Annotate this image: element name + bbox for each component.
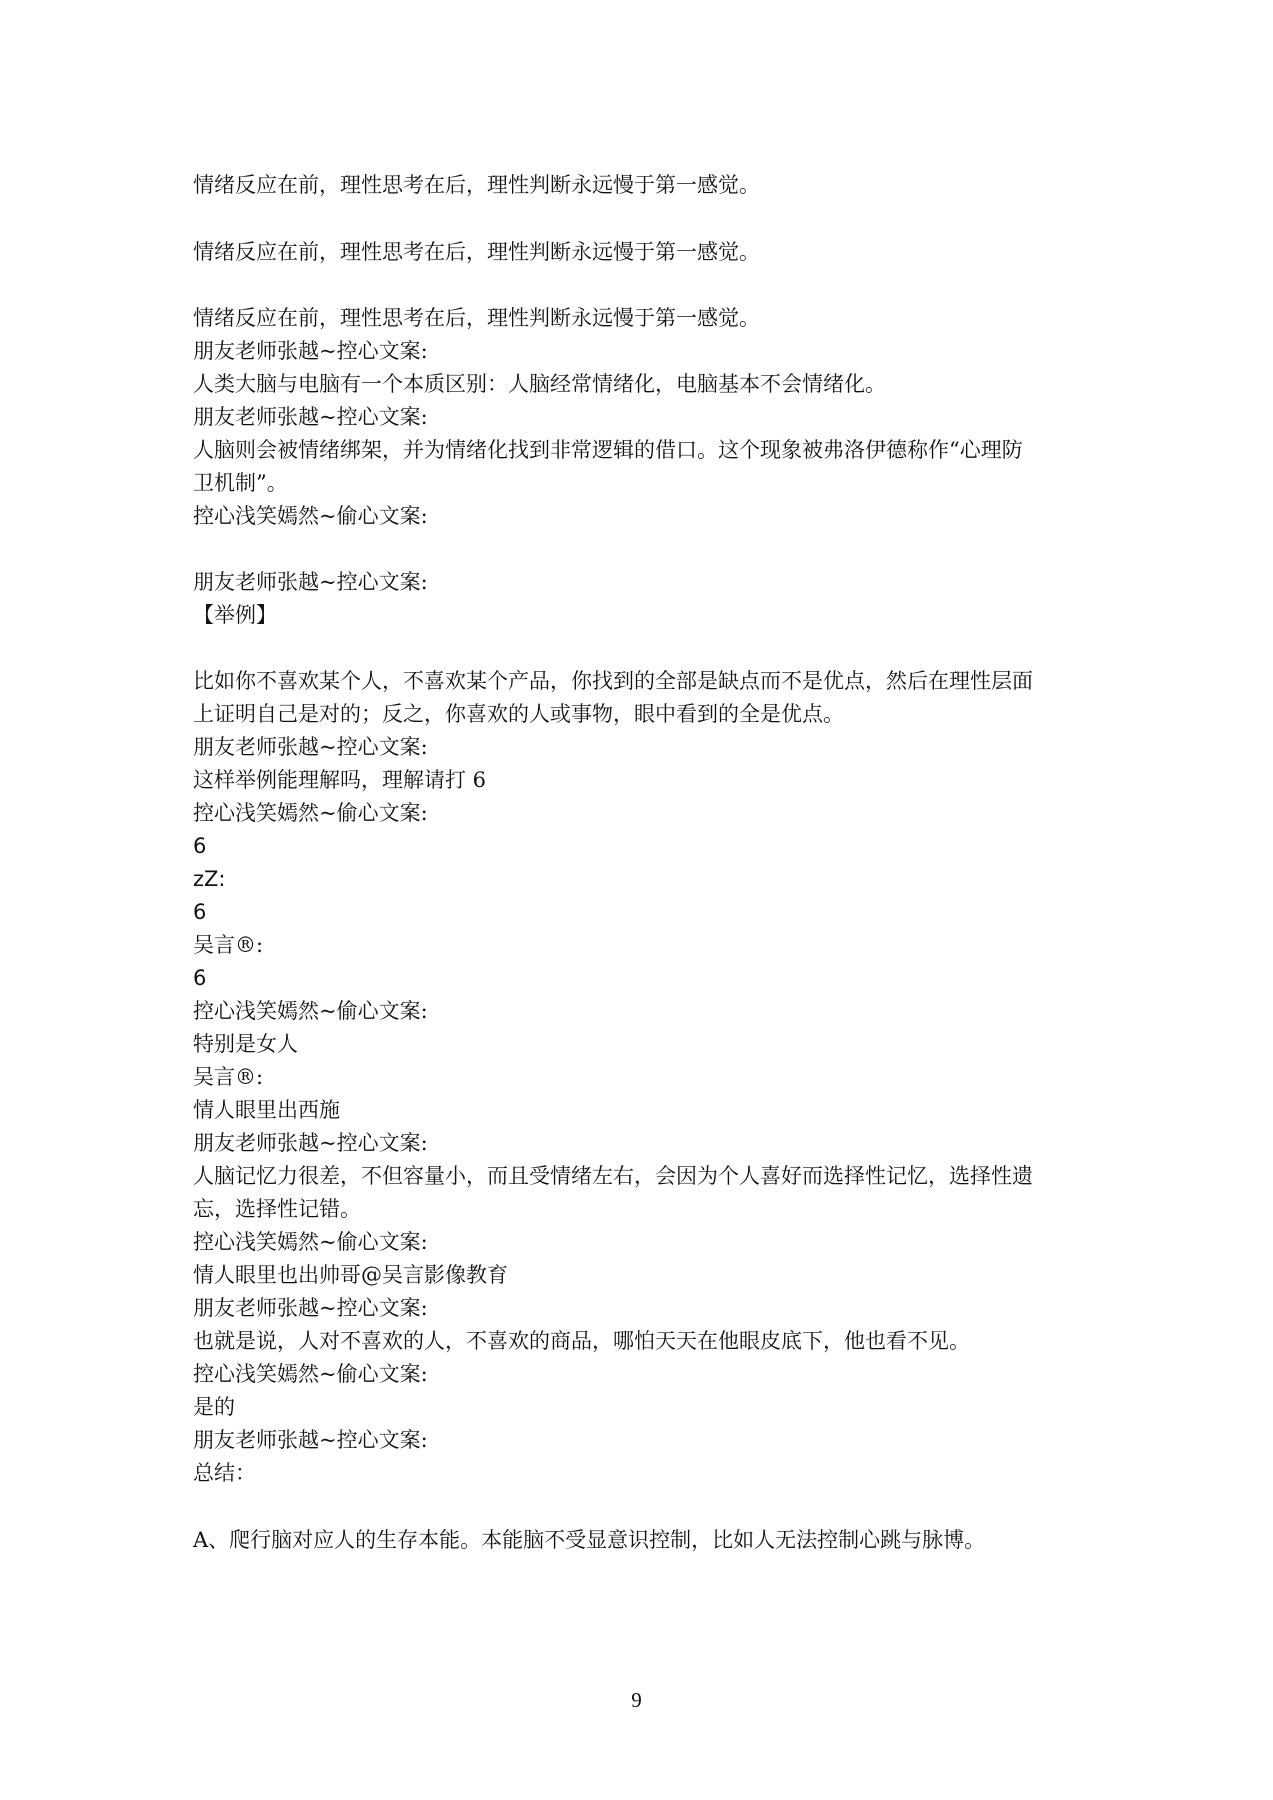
- message-text: 这样举例能理解吗，理解请打 6: [193, 768, 487, 792]
- message-text: 总结：: [193, 1461, 256, 1485]
- page-number: 9: [631, 1688, 642, 1712]
- message-text: 特别是女人: [193, 1032, 298, 1056]
- message-text: 人类大脑与电脑有一个本质区别：人脑经常情绪化，电脑基本不会情绪化。: [193, 372, 886, 396]
- blank-line: [193, 533, 1093, 566]
- speaker-label: 控心浅笑嫣然~偷心文案:: [193, 999, 428, 1023]
- speaker-label: 朋友老师张越~控心文案:: [193, 1428, 428, 1452]
- speaker-label: 控心浅笑嫣然~偷心文案:: [193, 1230, 428, 1254]
- message-text: 6: [193, 834, 207, 858]
- message-text: 忘，选择性记错。: [193, 1197, 361, 1221]
- speaker-label: 朋友老师张越~控心文案:: [193, 339, 428, 363]
- speaker-label: 朋友老师张越~控心文案:: [193, 1131, 428, 1155]
- speaker-label: 控心浅笑嫣然~偷心文案:: [193, 504, 428, 528]
- section-heading: 【举例】: [193, 603, 277, 627]
- message-text: 6: [193, 966, 207, 990]
- speaker-label: 朋友老师张越~控心文案:: [193, 1296, 428, 1320]
- text-line: 情绪反应在前，理性思考在后，理性判断永远慢于第一感觉。: [193, 306, 760, 330]
- blank-line: [193, 1490, 1093, 1524]
- text-line: 情绪反应在前，理性思考在后，理性判断永远慢于第一感觉。: [193, 240, 760, 264]
- message-text: 是的: [193, 1395, 235, 1419]
- blank-line: [193, 202, 1093, 236]
- speaker-label: 控心浅笑嫣然~偷心文案:: [193, 1362, 428, 1386]
- speaker-label: 控心浅笑嫣然~偷心文案:: [193, 801, 428, 825]
- message-text: 情人眼里出西施: [193, 1098, 340, 1122]
- text-line: 情绪反应在前，理性思考在后，理性判断永远慢于第一感觉。: [193, 173, 760, 197]
- message-text: 比如你不喜欢某个人，不喜欢某个产品，你找到的全部是缺点而不是优点，然后在理性层面: [193, 669, 1033, 693]
- blank-line: [193, 632, 1093, 665]
- message-text: 人脑记忆力很差，不但容量小，而且受情绪左右，会因为个人喜好而选择性记忆，选择性遗: [193, 1164, 1033, 1188]
- text-line-cut: [193, 169, 1093, 202]
- speaker-label: 朋友老师张越~控心文案:: [193, 405, 428, 429]
- speaker-label: zZ:: [193, 867, 226, 891]
- speaker-label: 吴言®:: [193, 1065, 264, 1089]
- speaker-label: 朋友老师张越~控心文案:: [193, 570, 428, 594]
- message-text: 人脑则会被情绪绑架，并为情绪化找到非常逻辑的借口。这个现象被弗洛伊德称作“心理防: [193, 438, 1023, 462]
- message-text: A、爬行脑对应人的生存本能。本能脑不受显意识控制，比如人无法控制心跳与脉博。: [193, 1528, 986, 1552]
- message-text: 也就是说，人对不喜欢的人，不喜欢的商品，哪怕天天在他眼皮底下，他也看不见。: [193, 1329, 970, 1353]
- message-text: 上证明自己是对的；反之，你喜欢的人或事物，眼中看到的全是优点。: [193, 702, 844, 726]
- speaker-label: 吴言®:: [193, 933, 264, 957]
- document-body: [193, 173, 1093, 1557]
- blank-line: [193, 269, 1093, 302]
- message-text: 情人眼里也出帅哥@吴言影像教育: [193, 1263, 508, 1287]
- message-text: 6: [193, 900, 207, 924]
- message-text: 卫机制”。: [193, 471, 288, 495]
- speaker-label: 朋友老师张越~控心文案:: [193, 735, 428, 759]
